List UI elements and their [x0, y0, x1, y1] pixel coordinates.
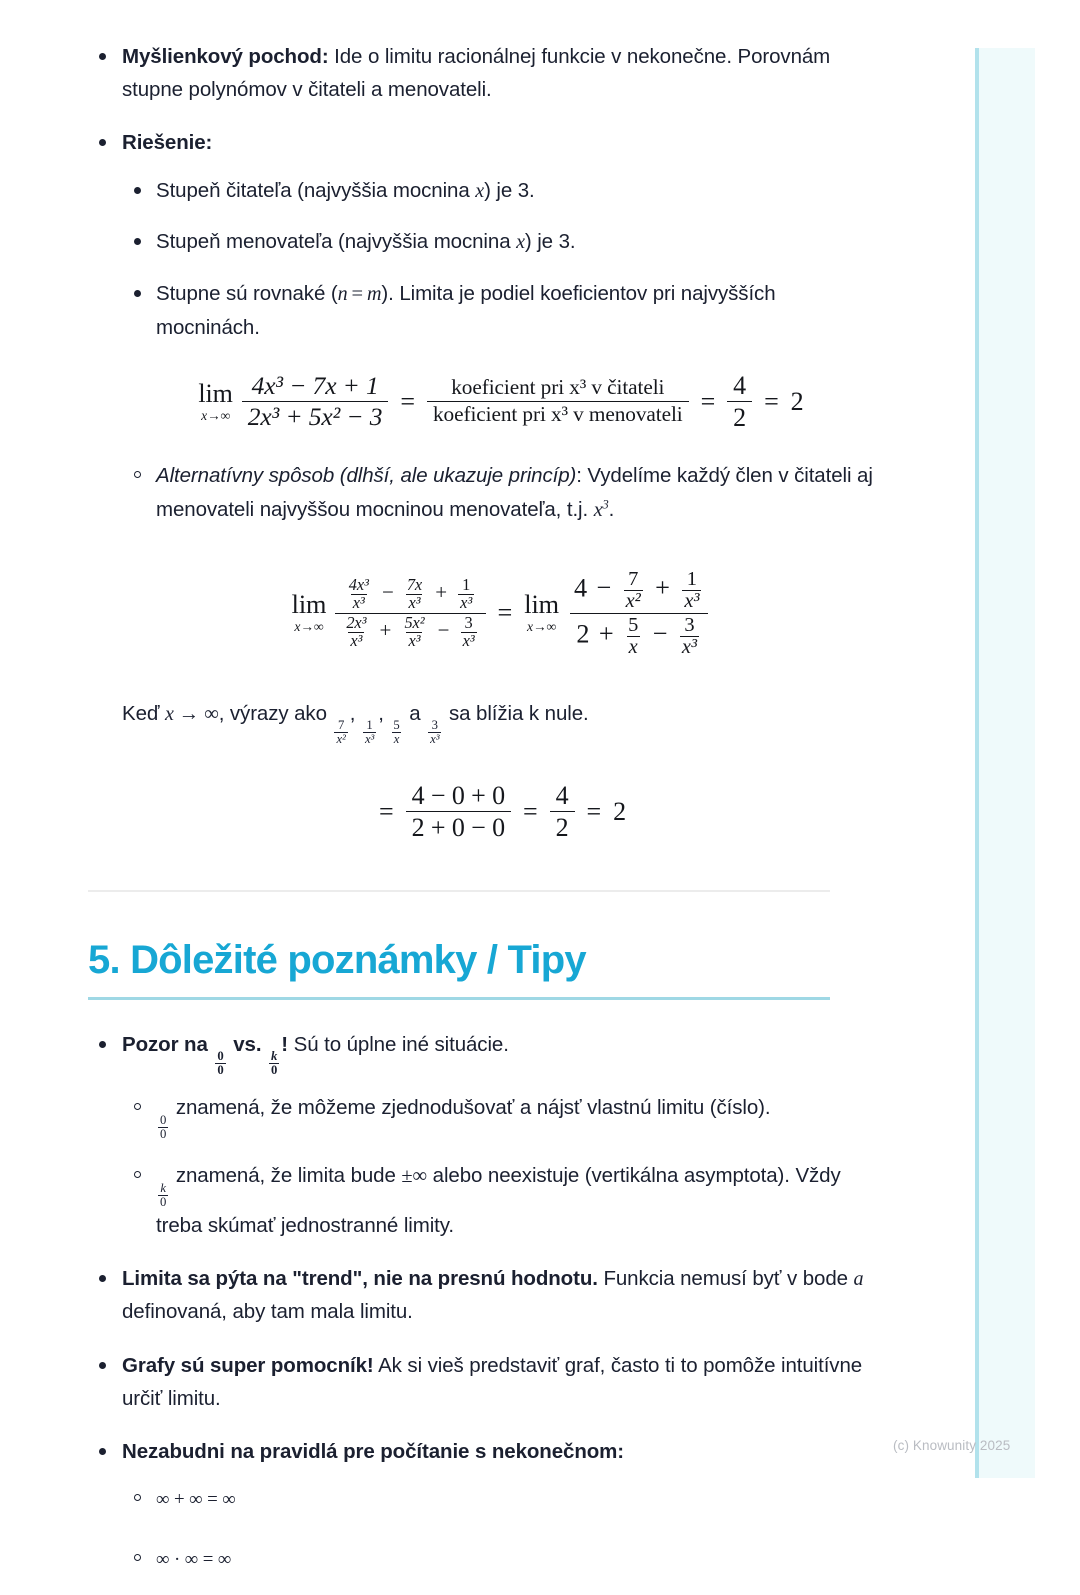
right-edge-accent-panel: [975, 48, 1035, 1478]
alternative-method-item: [122, 459, 880, 526]
eq2-rd-term3: $\frac{3}{\text{x³}}$: [681, 613, 697, 658]
eq1-limit-operator: [198, 381, 232, 422]
eq1-result: 2: [790, 386, 804, 416]
tip1-sub-zero-over-zero: [122, 1091, 880, 1141]
eq1-frac1-numerator: 4x³ − 7x + 1: [251, 370, 379, 400]
eq2-ld-op1: +: [379, 617, 392, 642]
tip2-lead: Limita sa pýta na "trend", nie na presnú hodnotu.: [122, 1266, 598, 1290]
eq2-right-fraction: [568, 568, 710, 659]
infinity-rule-1-text: ∞ + ∞ = ∞: [156, 1489, 236, 1511]
tip-infinity-rules: [88, 1435, 880, 1575]
eq2-ld-term2: $\frac{\text{5x²}}{\text{x³}}$: [404, 612, 425, 650]
alternative-method-text: : Vydelíme každý člen v čitateli aj menovateli najvyššou mocninou menovateľa, t.j.: [156, 464, 873, 521]
infinity-rules-list: [122, 1482, 880, 1575]
eq1-fraction-2: [427, 375, 689, 428]
tip1-sub1-fraction: $\frac{0}{0}$: [160, 1113, 167, 1142]
eq3-frac1-denominator: 2 + 0 − 0: [406, 811, 511, 843]
tends-sep-1: ,: [349, 701, 361, 725]
step3-text-b: ). Limita je podiel koeficientov pri najvyšších mocninách.: [156, 281, 776, 339]
tends-fraction-3: $\frac{5}{x}$: [393, 718, 400, 747]
eq2-ln-op2: +: [435, 580, 447, 605]
tip1-fraction-k-zero: $\frac{k}{0}$: [271, 1049, 278, 1078]
eq3-equals-0: =: [379, 796, 394, 826]
tends-sep-3: a: [403, 701, 427, 725]
eq1-equals-3: =: [764, 386, 779, 416]
eq1-lim-subscript: x→∞: [201, 407, 231, 423]
step2-variable: x: [516, 231, 525, 254]
eq2-left-fraction: [335, 576, 485, 650]
thought-process-text: Ide o limitu racionálnej funkcie v nekonečne. Porovnám stupne polynómov v čitateli a menovateli.: [122, 45, 831, 102]
eq2-ld-term1: $\frac{\text{2x³}}{\text{x³}}$: [346, 612, 367, 650]
tip-graphs-helper: [88, 1349, 880, 1415]
eq1-frac1-denominator: 2x³ + 5x² − 3: [242, 401, 389, 433]
alternative-method-lead: Alternatívny spôsob (dlhší, ale ukazuje princíp): [156, 464, 577, 488]
eq3-frac2-numerator: 4: [555, 781, 569, 811]
tends-infinity: ∞: [204, 702, 219, 725]
eq2-rd-term2: $\frac{5}{x}$: [628, 613, 639, 658]
thought-process-label: Myšlienkový pochod:: [122, 45, 329, 68]
solution-step-denominator-degree: [122, 225, 880, 259]
infinity-rule-2-text: ∞ · ∞ = ∞: [156, 1548, 232, 1570]
eq3-result: 2: [613, 796, 626, 826]
solution-steps-list: [122, 174, 880, 345]
infinity-rule-addition: [122, 1482, 880, 1516]
eq2-ln-op1: −: [381, 580, 394, 605]
eq3-equals-2: =: [586, 796, 602, 826]
tip1-fraction-zero-zero: $\frac{0}{0}$: [217, 1049, 224, 1078]
step1-variable: x: [475, 179, 485, 202]
eq3-fraction-2: [550, 780, 575, 843]
tip1-sub2-plus-minus-infinity: ±∞: [401, 1165, 428, 1187]
eq2-rd-op2: −: [652, 619, 668, 649]
eq2-ln-term3: $\frac{1}{\text{x³}}$: [460, 575, 473, 613]
copyright-watermark: (c) Knowunity 2025: [893, 1438, 1011, 1453]
tends-fraction-4: $\frac{3}{\text{x³}}$: [430, 718, 440, 747]
tip1-lead-a: Pozor na: [122, 1032, 214, 1056]
solution-step-equal-degrees: [122, 277, 880, 344]
eq2-rn-op1: −: [596, 573, 612, 603]
eq2-lim-right-subscript: x→∞: [527, 619, 557, 635]
equation-coefficient-ratio: [122, 370, 880, 433]
tips-bullet-list: [88, 1028, 880, 1576]
tip3-lead: Grafy sú super pomocník!: [122, 1353, 374, 1377]
tip2-text-a: Funkcia nemusí byť v bode: [597, 1266, 854, 1290]
equation-final-result: [122, 780, 880, 843]
eq2-left-numerator: [338, 576, 483, 612]
eq3-frac2-denominator: 2: [550, 811, 575, 843]
eq1-lim-text: lim: [198, 379, 233, 409]
tip1-sub2-fraction: $\frac{k}{0}$: [160, 1180, 167, 1209]
step2-text-b: ) je 3.: [524, 230, 576, 254]
step3-equals: =: [351, 282, 363, 305]
tends-fraction-2: $\frac{1}{\text{x³}}$: [364, 718, 375, 747]
eq1-fraction-1: [242, 371, 389, 433]
tip1-sub1-text: znamená, že môžeme zjednodušovať a nájsť vlastnú limitu (číslo).: [170, 1096, 771, 1120]
step3-text-a: Stupne sú rovnaké (: [156, 281, 338, 305]
tends-to-zero-sentence: [122, 697, 880, 747]
eq2-ln-term1: $\frac{\text{4x³}}{\text{x³}}$: [348, 575, 369, 613]
eq1-frac3-denominator: 2: [727, 401, 752, 433]
eq2-right-numerator: [568, 568, 710, 613]
step3-var-m: m: [367, 282, 382, 305]
tip1-sub2-text-a: znamená, že limita bude: [170, 1164, 402, 1187]
solution-step-numerator-degree: [122, 174, 880, 208]
eq1-frac2-denominator: koeficient pri x³ v menovateli: [427, 401, 689, 428]
step1-text-a: Stupeň čitateľa (najvyššia mocnina: [156, 178, 476, 202]
eq2-lim-left-text: lim: [291, 590, 327, 620]
tip4-lead: Nezabudni na pravidlá pre počítanie s nekonečnom:: [122, 1440, 625, 1464]
intro-bullet-list: [88, 40, 880, 844]
eq2-ln-term2: $\frac{7x}{\text{x³}}$: [406, 575, 423, 613]
tends-pre: Keď: [122, 701, 165, 725]
tip-trend-not-value: [88, 1262, 880, 1329]
tip1-lead-b: vs.: [227, 1032, 268, 1056]
tip1-sub-k-over-zero: [122, 1159, 880, 1242]
eq1-frac3-numerator: 4: [733, 371, 747, 401]
bullet-solution: [88, 126, 880, 843]
eq2-limit-operator-right: [524, 592, 559, 634]
solution-label: Riešenie:: [122, 131, 213, 155]
eq1-equals-2: =: [700, 386, 716, 416]
eq1-equals-1: =: [400, 386, 415, 416]
alternative-method-variable: $x^3$: [593, 496, 609, 521]
eq2-ld-term3: $\frac{3}{\text{x³}}$: [462, 612, 475, 650]
alternative-method-list: [122, 459, 880, 526]
eq2-lim-left-subscript: x→∞: [294, 619, 324, 635]
eq3-fraction-1: [406, 780, 511, 843]
eq2-equals: =: [497, 598, 513, 628]
section-divider: [88, 890, 830, 892]
tends-post: sa blížia k nule.: [443, 701, 589, 725]
tip1-rest: Sú to úplne iné situácie.: [288, 1032, 509, 1056]
section-title-underline: [88, 997, 830, 1000]
tip1-sub2-text-b: alebo neexistuje (vertikálna asymptota). Vždy treba skúmať jednostranné limity.: [156, 1164, 841, 1237]
eq2-rn-term1: 4: [573, 573, 587, 603]
tip1-lead-c: !: [281, 1032, 289, 1056]
eq2-right-denominator: [570, 613, 708, 659]
eq3-equals-1: =: [523, 796, 538, 826]
eq2-rd-op1: +: [598, 619, 614, 649]
eq2-ld-op2: −: [437, 617, 450, 642]
tip2-variable: a: [853, 1267, 864, 1290]
step2-text-a: Stupeň menovateľa (najvyššia mocnina: [156, 230, 517, 254]
eq2-rn-term3: $\frac{1}{\text{x³}}$: [684, 568, 700, 612]
eq2-limit-operator-left: [292, 592, 327, 634]
tip-zero-over-zero: [88, 1028, 880, 1242]
eq2-left-denominator: [335, 613, 485, 650]
equation-divide-by-highest-power: [122, 568, 880, 659]
tends-sep-2: ,: [378, 701, 390, 725]
infinity-rule-multiplication: [122, 1542, 880, 1576]
tip2-text-b: definovaná, aby tam mala limitu.: [122, 1300, 413, 1324]
eq2-rd-term1: 2: [576, 619, 590, 649]
tip3-text: Ak si vieš predstaviť graf, často ti to pomôže intuitívne určiť limitu.: [122, 1353, 863, 1410]
tends-fraction-1: $\frac{7}{\text{x²}}$: [336, 718, 346, 747]
eq2-rn-op2: +: [655, 573, 670, 603]
tends-variable: x: [164, 702, 174, 725]
eq3-frac1-numerator: 4 − 0 + 0: [411, 781, 506, 811]
bullet-thought-process: [88, 40, 880, 106]
page-title: 5. Dôležité poznámky / Tipy: [88, 937, 586, 982]
tip1-sublist: [122, 1091, 880, 1242]
tends-arrow: →: [178, 702, 200, 725]
tends-mid: , výrazy ako: [218, 701, 333, 725]
step1-text-b: ) je 3.: [484, 178, 535, 202]
eq2-lim-right-text: lim: [524, 590, 559, 620]
eq1-fraction-3: [727, 370, 752, 433]
alternative-method-period: .: [608, 497, 615, 521]
eq1-frac2-numerator: koeficient pri x³ v čitateli: [451, 375, 665, 400]
step3-var-n: n: [337, 282, 348, 305]
eq2-rn-term2: $\frac{7}{\text{x²}}$: [625, 568, 641, 612]
